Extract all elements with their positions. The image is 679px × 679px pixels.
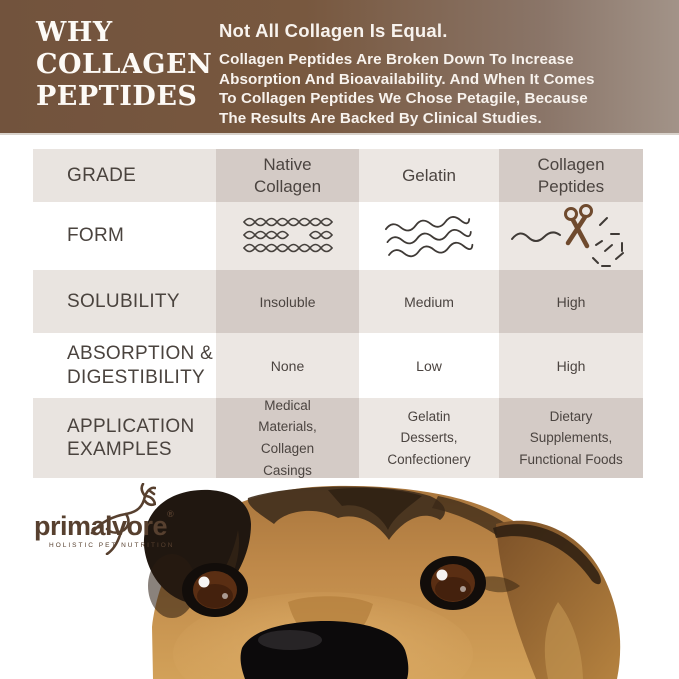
banner-title xyxy=(36,17,212,113)
banner-title-line: COLLAGEN xyxy=(36,49,213,80)
dog-photo xyxy=(138,482,640,679)
banner-text-block xyxy=(219,20,595,128)
brand-tagline: HOLISTIC PET NUTRITION xyxy=(49,542,175,549)
registered-mark: ® xyxy=(167,509,174,519)
brand-name: primalvore xyxy=(34,511,168,541)
banner-body-line: Absorption And Bioavailability. And When It Comes xyxy=(219,70,595,88)
row-label-absorption: ABSORPTION & DIGESTIBILITY xyxy=(33,333,216,398)
cell-absorption-peptides: High xyxy=(499,333,643,398)
cell-form-collagen-peptides xyxy=(499,202,643,270)
row-label-application: APPLICATION EXAMPLES xyxy=(33,398,216,478)
cell-solubility-gelatin: Medium xyxy=(359,270,499,333)
cell-absorption-gelatin: Low xyxy=(359,333,499,398)
native-collagen-helix-icon xyxy=(240,215,336,257)
row-label-solubility: SOLUBILITY xyxy=(33,270,216,333)
brand-logo xyxy=(30,485,210,563)
row-label-grade: GRADE xyxy=(33,149,216,202)
row-label-form: FORM xyxy=(33,202,216,270)
col-header-native-collagen: Native Collagen xyxy=(216,149,359,202)
comparison-table xyxy=(33,149,643,478)
banner-body-line: To Collagen Peptides We Chose Petagile, Because xyxy=(219,90,588,107)
banner-title-line: PEPTIDES xyxy=(36,81,198,112)
cell-application-native: Medical Materials, Collagen Casings xyxy=(216,398,359,478)
header-banner xyxy=(0,0,679,135)
gelatin-waves-icon xyxy=(381,212,477,260)
cell-form-gelatin xyxy=(359,202,499,270)
col-header-gelatin: Gelatin xyxy=(359,149,499,202)
banner-body-line: Collagen Peptides Are Broken Down To Increase xyxy=(219,51,574,68)
cell-solubility-native: Insoluble xyxy=(216,270,359,333)
collagen-peptides-cut-icon xyxy=(508,203,634,269)
deer-icon xyxy=(86,483,156,555)
cell-application-gelatin: Gelatin Desserts, Confectionery xyxy=(359,398,499,478)
cell-solubility-peptides: High xyxy=(499,270,643,333)
banner-title-line: WHY xyxy=(36,17,113,48)
banner-headline: Not All Collagen Is Equal. xyxy=(219,20,448,41)
cell-absorption-native: None xyxy=(216,333,359,398)
col-header-collagen-peptides: Collagen Peptides xyxy=(499,149,643,202)
banner-body-line: The Results Are Backed By Clinical Studies. xyxy=(219,109,542,127)
cell-form-native-collagen xyxy=(216,202,359,270)
cell-application-peptides: Dietary Supplements, Functional Foods xyxy=(499,398,643,478)
